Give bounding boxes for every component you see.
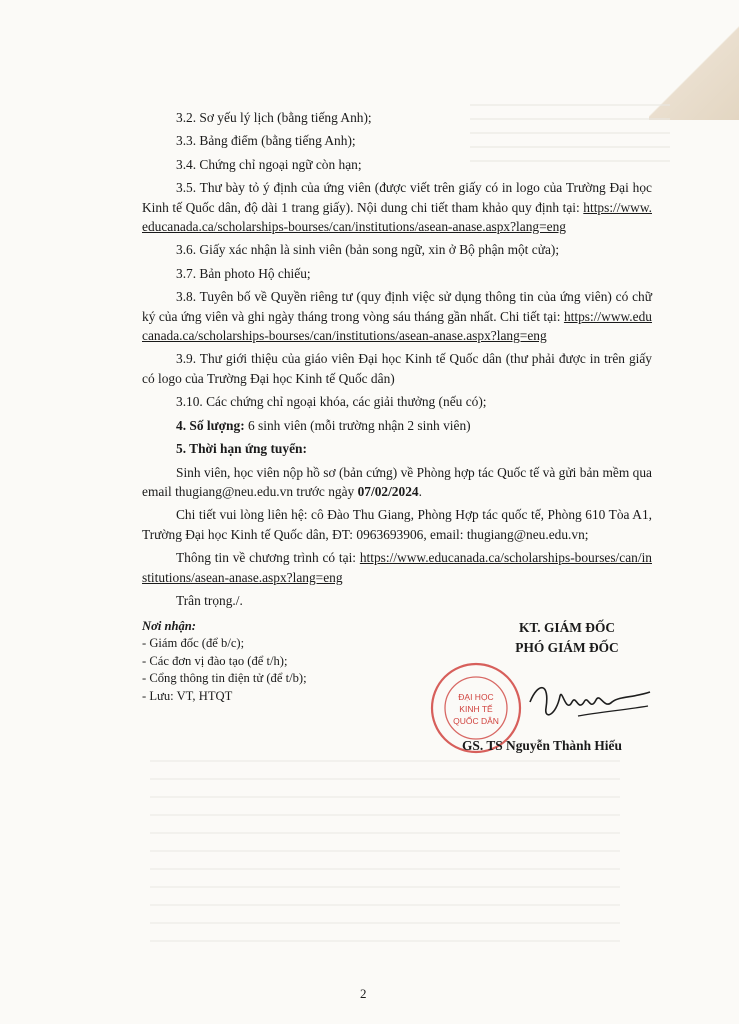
recipients-title: Nơi nhận: — [142, 619, 197, 633]
section-5-text: Sinh viên, học viên nộp hồ sơ (bản cứng) về Phòng hợp tác Quốc tế và gửi bản mềm qua email thugiang@neu.edu.vn trước ngày 07/02/2024. — [142, 464, 652, 499]
recipients-block — [142, 618, 307, 705]
item-3-7: 3.7. Bản photo Hộ chiếu; — [176, 265, 311, 281]
deadline-date: 07/02/2024 — [357, 483, 419, 499]
item-3-2: 3.2. Sơ yếu lý lịch (bằng tiếng Anh); — [176, 110, 372, 125]
item-3-3: 3.3. Bảng điểm (bằng tiếng Anh); — [176, 133, 356, 149]
program-info: Thông tin về chương trình có tại: https://www.educanada.ca/scholarships-bourses/can/institutions/asean-anase.aspx?lang=eng — [142, 550, 652, 585]
recipient-item: - Cổng thông tin điện tử (để t/b); — [142, 671, 307, 686]
contact-info: Chi tiết vui lòng liên hệ: cô Đào Thu Giang, Phòng Hợp tác quốc tế, Phòng 610 Tòa A1, Trường Đại học Kinh tế Quốc dân, ĐT: 0963693906, email: thugiang@neu.edu.vn; — [142, 507, 652, 542]
item-3-6: 3.6. Giấy xác nhận là sinh viên (bản song ngữ, xin ở Bộ phận một cửa); — [176, 242, 560, 258]
item-3-5-link[interactable]: https://www.educanada.ca/scholarships-bourses/can/institutions/asean-anase.aspx?lang=eng — [142, 199, 652, 235]
signature-title-2: PHÓ GIÁM ĐỐC — [515, 640, 619, 655]
signer-name: GS. TS Nguyễn Thành Hiếu — [462, 738, 622, 753]
closing: Trân trọng./. — [176, 592, 243, 608]
section-4-label: 4. Số lượng: — [176, 417, 245, 433]
section-4-text: 6 sinh viên (mỗi trường nhận 2 sinh viên) — [244, 417, 471, 433]
document-body — [142, 108, 652, 614]
item-3-8-link[interactable]: https://www.educanada.ca/scholarships-bourses/can/institutions/asean-anase.aspx?lang=eng — [142, 308, 652, 344]
page-number: 2 — [360, 986, 367, 1001]
item-3-9: 3.9. Thư giới thiệu của giáo viên Đại học Kinh tế Quốc dân (thư phải được in trên giấy có logo của Trường Đại học Kinh tế Quốc dân) — [142, 351, 652, 386]
seal-text-2: KINH TẾ — [459, 704, 493, 714]
page-corner-fold — [649, 0, 739, 120]
section-4 — [142, 416, 652, 435]
program-info-link[interactable]: https://www.educanada.ca/scholarships-bourses/can/institutions/asean-anase.aspx?lang=eng — [142, 550, 652, 585]
handwritten-signature — [520, 672, 660, 732]
signature-block — [462, 618, 672, 658]
item-3-5: 3.5. Thư bày tỏ ý định của ứng viên (được viết trên giấy có in logo của Trường Đại học Kinh tế Quốc dân, độ dài 1 trang giấy). Nội dung chi tiết tham khảo quy định tại: https://www.educanada.ca/scholarships-bourses/can/institutions/asean-anase.aspx?lang=eng — [142, 180, 652, 235]
item-3-4: 3.4. Chứng chỉ ngoại ngữ còn hạn; — [176, 156, 362, 172]
seal-text-3: QUỐC DÂN — [453, 716, 499, 726]
recipient-item: - Các đơn vị đào tạo (để t/h); — [142, 653, 288, 668]
section-5-title: 5. Thời hạn ứng tuyển: — [176, 441, 307, 457]
recipient-item: - Lưu: VT, HTQT — [142, 688, 233, 703]
bleed-through-texture — [150, 760, 620, 950]
item-3-10: 3.10. Các chứng chỉ ngoại khóa, các giải thưởng (nếu có); — [176, 394, 487, 410]
recipient-item: - Giám đốc (để b/c); — [142, 636, 245, 651]
signature-title-1: KT. GIÁM ĐỐC — [518, 620, 616, 635]
item-3-8: 3.8. Tuyên bố về Quyền riêng tư (quy định việc sử dụng thông tin của ứng viên) có chữ ký của ứng viên và ghi ngày tháng trong vòng sáu tháng gần nhất. Chi tiết tại: https://www.educanada.ca/scholarships-bourses/can/institutions/asean-anase.aspx?lang=eng — [142, 289, 652, 344]
seal-text-1: ĐẠI HỌC — [458, 692, 494, 702]
